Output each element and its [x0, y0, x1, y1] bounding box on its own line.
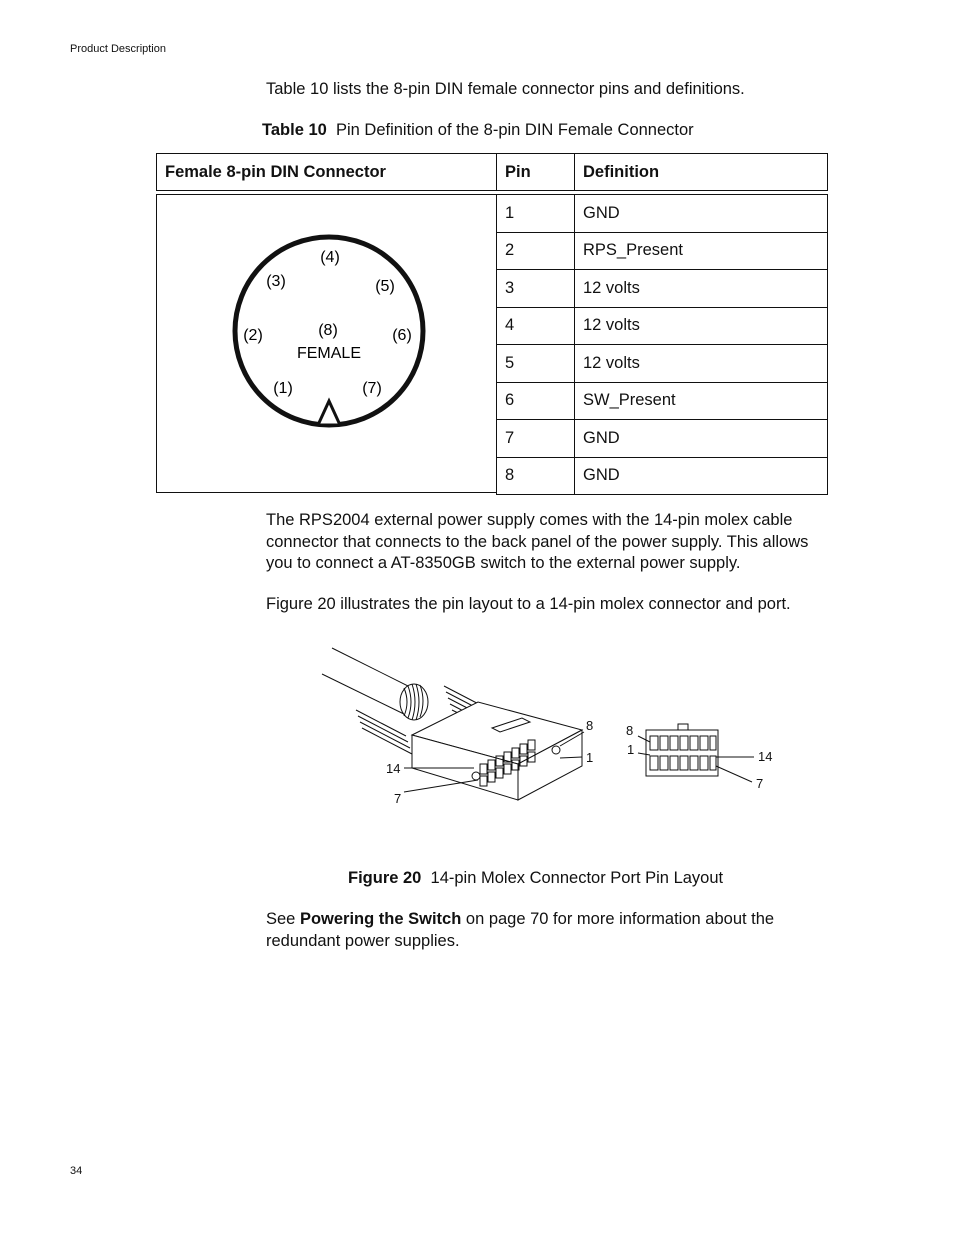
din-pin-1-label: (1)	[273, 380, 293, 397]
see-also-post: on page 70 for more information about the redundant power supplies.	[266, 910, 775, 950]
plug-label-8: 8	[586, 718, 594, 733]
table-cell-pin: 3	[496, 269, 575, 308]
see-also-pre: See	[266, 910, 300, 928]
table-cell-definition: RPS_Present	[574, 232, 828, 271]
leader-line-port-7	[716, 766, 752, 782]
table-cell-definition: SW_Present	[574, 382, 828, 421]
table-cell-pin: 1	[496, 194, 575, 233]
din-pin-3-label: (3)	[266, 273, 286, 290]
intro-paragraph: Table 10 lists the 8-pin DIN female connector pins and definitions.	[266, 80, 745, 98]
table-cell-definition: 12 volts	[574, 344, 828, 383]
strain-relief-ribs	[356, 710, 412, 754]
figure-caption-label: Figure 20	[348, 869, 422, 887]
table-cell-pin: 8	[496, 457, 575, 496]
paragraph-see-also	[266, 909, 836, 952]
table-header-definition: Definition	[574, 153, 828, 191]
table-cell-definition: GND	[574, 419, 828, 458]
paragraph-figure-intro: Figure 20 illustrates the pin layout to a 14-pin molex connector and port.	[266, 595, 791, 613]
pin-table	[156, 153, 828, 493]
table-cell-definition: 12 volts	[574, 269, 828, 308]
table-cell-pin: 6	[496, 382, 575, 421]
table-caption-text: Pin Definition of the 8-pin DIN Female Connector	[335, 121, 694, 139]
port-label-14: 14	[758, 749, 773, 764]
paragraph-rps2004: The RPS2004 external power supply comes with the 14-pin molex cable connector that connects to the back panel of the power supply. This allows you to connect a AT-8350GB switch to the external power supply.	[266, 511, 809, 572]
table-cell-definition: GND	[574, 194, 828, 233]
figure-caption-text: 14-pin Molex Connector Port Pin Layout	[430, 869, 724, 887]
din-pin-4-label: (4)	[320, 249, 340, 266]
table-caption-label: Table 10	[262, 121, 327, 139]
din-key-notch	[318, 401, 340, 425]
table-header-pin: Pin	[496, 153, 575, 191]
table-cell-pin: 4	[496, 307, 575, 346]
page-number: 34	[70, 1165, 83, 1177]
din-pin-7-label: (7)	[362, 380, 382, 397]
powering-the-switch-link[interactable]: Powering the Switch	[299, 910, 462, 928]
leader-line-7	[404, 780, 478, 792]
din-pin-8-label: (8)	[318, 322, 338, 339]
port-label-7: 7	[756, 776, 764, 791]
figure-caption	[348, 869, 723, 888]
table-cell-pin: 5	[496, 344, 575, 383]
din-female-label: FEMALE	[296, 345, 362, 362]
table-header-connector: Female 8-pin DIN Connector	[156, 153, 497, 191]
port-label-8: 8	[626, 723, 634, 738]
plug-label-1: 1	[586, 750, 594, 765]
plug-label-14: 14	[386, 761, 401, 776]
din-connector-diagram	[157, 195, 497, 493]
molex-connector-figure	[316, 640, 786, 820]
table-cell-pin: 2	[496, 232, 575, 271]
port-label-1: 1	[627, 742, 635, 757]
din-pin-6-label: (6)	[392, 327, 412, 344]
din-pin-5-label: (5)	[375, 278, 395, 295]
table-cell-definition: 12 volts	[574, 307, 828, 346]
din-pin-2-label: (2)	[243, 327, 263, 344]
din-diagram-cell	[156, 194, 497, 493]
cable-line	[322, 674, 408, 716]
table-cell-definition: GND	[574, 457, 828, 496]
plug-label-7: 7	[394, 791, 402, 806]
port-body	[646, 730, 718, 776]
running-header: Product Description	[70, 43, 166, 55]
table-cell-pin: 7	[496, 419, 575, 458]
table-caption	[262, 121, 694, 140]
